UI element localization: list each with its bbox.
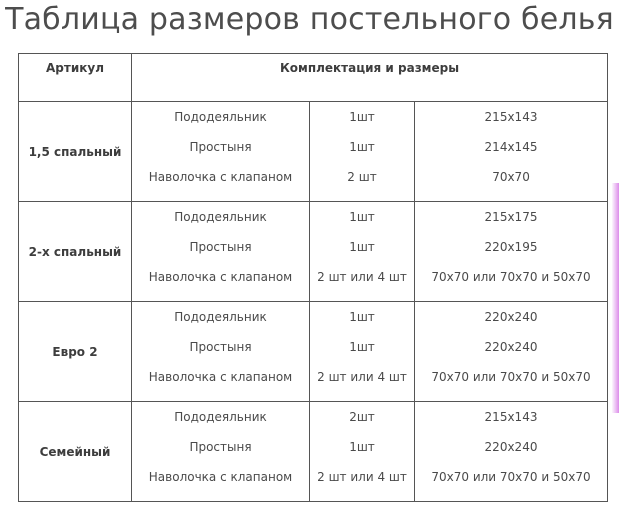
table-row: [19, 102, 608, 202]
header-article: Артикул: [19, 54, 132, 102]
item-size: 220x240: [484, 340, 538, 354]
size-cell: [415, 402, 608, 502]
item-name: Пододеяльник: [174, 310, 267, 324]
item-quantity: 1шт: [349, 340, 375, 354]
header-row: [19, 54, 608, 102]
item-size: 215x175: [484, 210, 538, 224]
item-name: Наволочка с клапаном: [148, 270, 293, 284]
quantity-cell: [310, 102, 415, 202]
article-cell: Семейный: [19, 402, 132, 502]
article-cell: 1,5 спальный: [19, 102, 132, 202]
size-cell: [415, 302, 608, 402]
item-size: 70x70 или 70x70 и 50x70: [431, 270, 591, 284]
size-cell: [415, 102, 608, 202]
article-cell: Евро 2: [19, 302, 132, 402]
quantity-cell: [310, 402, 415, 502]
size-cell: [415, 202, 608, 302]
item-size: 214x145: [484, 140, 538, 154]
item-quantity: 1шт: [349, 110, 375, 124]
items-cell: [132, 202, 310, 302]
item-size: 70x70: [492, 170, 530, 184]
item-size: 220x240: [484, 440, 538, 454]
item-size: 220x240: [484, 310, 538, 324]
item-quantity: 1шт: [349, 310, 375, 324]
item-size: 215x143: [484, 110, 538, 124]
quantity-cell: [310, 302, 415, 402]
table-row: [19, 402, 608, 502]
item-quantity: 1шт: [349, 210, 375, 224]
item-name: Простыня: [189, 340, 252, 354]
item-quantity: 1шт: [349, 140, 375, 154]
header-kit: Комплектация и размеры: [132, 54, 608, 102]
item-size: 215x143: [484, 410, 538, 424]
items-cell: [132, 402, 310, 502]
item-name: Простыня: [189, 240, 252, 254]
item-quantity: 2 шт или 4 шт: [317, 270, 407, 284]
item-name: Простыня: [189, 440, 252, 454]
item-size: 220x195: [484, 240, 538, 254]
item-name: Наволочка с клапаном: [148, 170, 293, 184]
item-name: Наволочка с клапаном: [148, 470, 293, 484]
item-name: Пододеяльник: [174, 410, 267, 424]
item-quantity: 1шт: [349, 440, 375, 454]
item-name: Пододеяльник: [174, 210, 267, 224]
quantity-cell: [310, 202, 415, 302]
item-quantity: 2 шт или 4 шт: [317, 470, 407, 484]
table-row: [19, 302, 608, 402]
items-cell: [132, 102, 310, 202]
item-quantity: 2 шт или 4 шт: [317, 370, 407, 384]
item-quantity: 2 шт: [347, 170, 377, 184]
item-name: Наволочка с клапаном: [148, 370, 293, 384]
item-name: Пододеяльник: [174, 110, 267, 124]
article-cell: 2-х спальный: [19, 202, 132, 302]
item-quantity: 1шт: [349, 240, 375, 254]
edge-decoration: [612, 183, 619, 413]
table-row: [19, 202, 608, 302]
size-table: [18, 53, 608, 502]
item-size: 70x70 или 70x70 и 50x70: [431, 370, 591, 384]
item-name: Простыня: [189, 140, 252, 154]
item-quantity: 2шт: [349, 410, 375, 424]
items-cell: [132, 302, 310, 402]
page-title: Таблица размеров постельного белья: [5, 2, 614, 37]
item-size: 70x70 или 70x70 и 50x70: [431, 470, 591, 484]
